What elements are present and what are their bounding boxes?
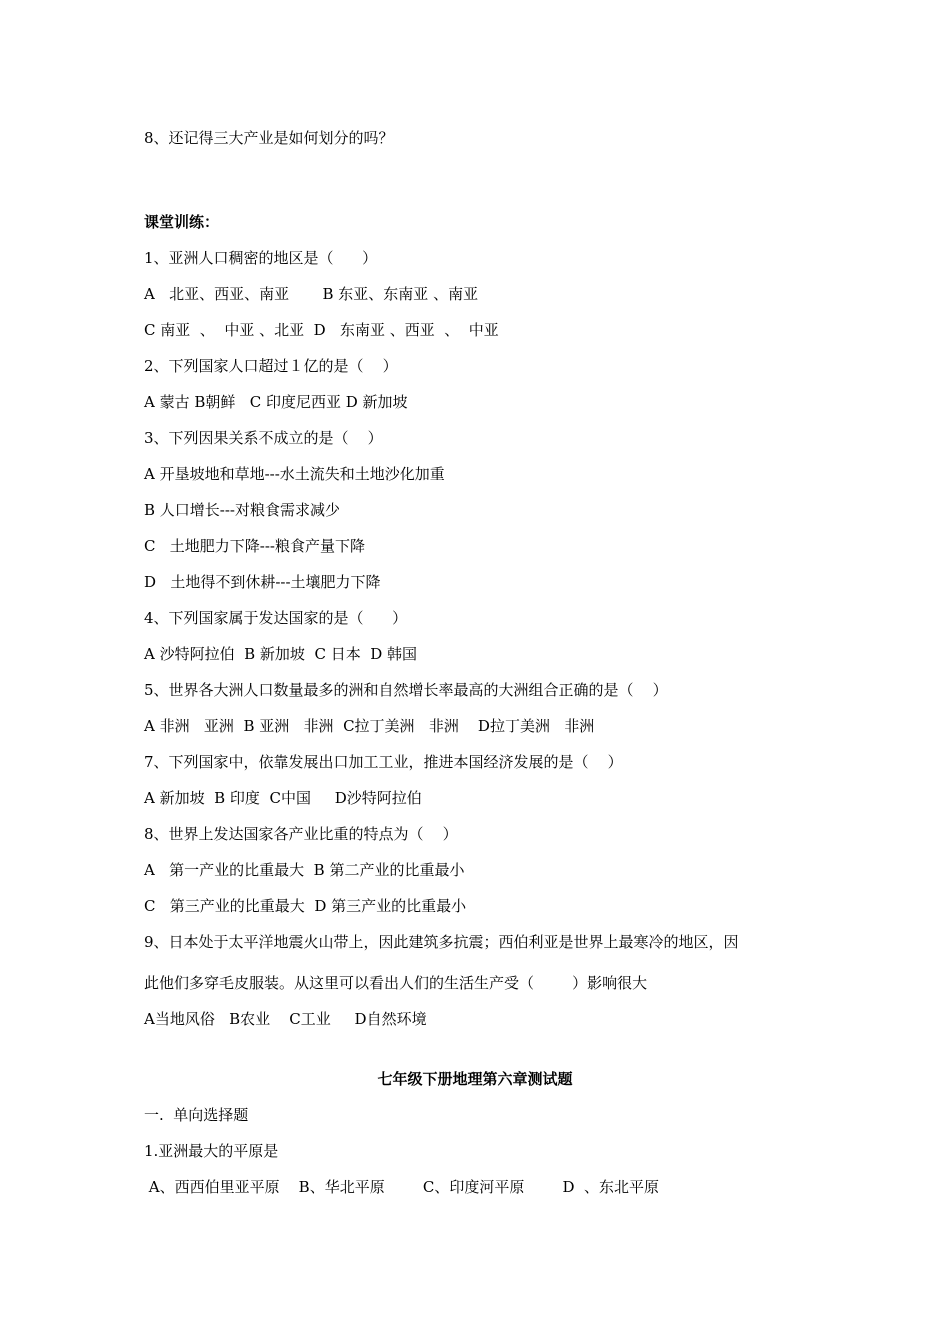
- test-question-1-options: A、西西伯里亚平原 B、华北平原 C、印度河平原 D 、东北平原: [144, 1178, 660, 1196]
- question-3-option-b: B 人口增长---对粮食需求减少: [144, 501, 340, 519]
- question-9-line-2: 此他们多穿毛皮服装。从这里可以看出人们的生活生产受（ ）影响很大: [144, 974, 648, 992]
- question-2-options: A 蒙古 B朝鲜 C 印度尼西亚 D 新加坡: [144, 393, 408, 411]
- question-8: 8、世界上发达国家各产业比重的特点为（ ）: [144, 825, 458, 843]
- question-1-options-ab: A 北亚、西亚、南亚 B 东亚、东南亚 、南亚: [144, 285, 479, 303]
- review-question-8: 8、还记得三大产业是如何划分的吗？: [144, 129, 394, 147]
- test-question-1: 1.亚洲最大的平原是: [144, 1142, 279, 1160]
- test-title: 七年级下册地理第六章测试题: [377, 1070, 573, 1088]
- question-9-options: A当地风俗 B农业 C工业 D自然环境: [144, 1010, 427, 1028]
- question-2: 2、下列国家人口超过１亿的是（ ）: [144, 357, 398, 375]
- question-3-option-d: D 土地得不到休耕---土壤肥力下降: [144, 573, 381, 591]
- question-5: 5、世界各大洲人口数量最多的洲和自然增长率最高的大洲组合正确的是（ ）: [144, 681, 668, 699]
- question-8-options-ab: A 第一产业的比重最大 B 第二产业的比重最小: [144, 861, 465, 879]
- question-3-option-a: A 开垦坡地和草地---水土流失和土地沙化加重: [144, 465, 445, 483]
- question-9-line-1: 9、日本处于太平洋地震火山带上，因此建筑多抗震；西伯利亚是世界上最寒冷的地区，因: [144, 933, 739, 951]
- question-7: 7、下列国家中，依靠发展出口加工工业，推进本国经济发展的是（ ）: [144, 753, 623, 771]
- question-3: 3、下列因果关系不成立的是（ ）: [144, 429, 383, 447]
- question-8-options-cd: C 第三产业的比重最大 D 第三产业的比重最小: [144, 897, 467, 915]
- question-3-option-c: C 土地肥力下降---粮食产量下降: [144, 537, 365, 555]
- practice-heading: 课堂训练：: [144, 213, 220, 231]
- question-1-options-cd: C 南亚 、 中亚 、北亚 D 东南亚 、西亚 、 中亚: [144, 321, 499, 339]
- question-7-options: A 新加坡 B 印度 C中国 D沙特阿拉伯: [144, 789, 422, 807]
- question-1: 1、亚洲人口稠密的地区是（ ）: [144, 249, 378, 267]
- question-5-options: A 非洲 亚洲 B 亚洲 非洲 C拉丁美洲 非洲 D拉丁美洲 非洲: [144, 717, 595, 735]
- question-4: 4、下列国家属于发达国家的是（ ）: [144, 609, 408, 627]
- test-section-heading: 一. 单向选择题: [144, 1106, 249, 1124]
- question-4-options: A 沙特阿拉伯 B 新加坡 C 日本 D 韩国: [144, 645, 418, 663]
